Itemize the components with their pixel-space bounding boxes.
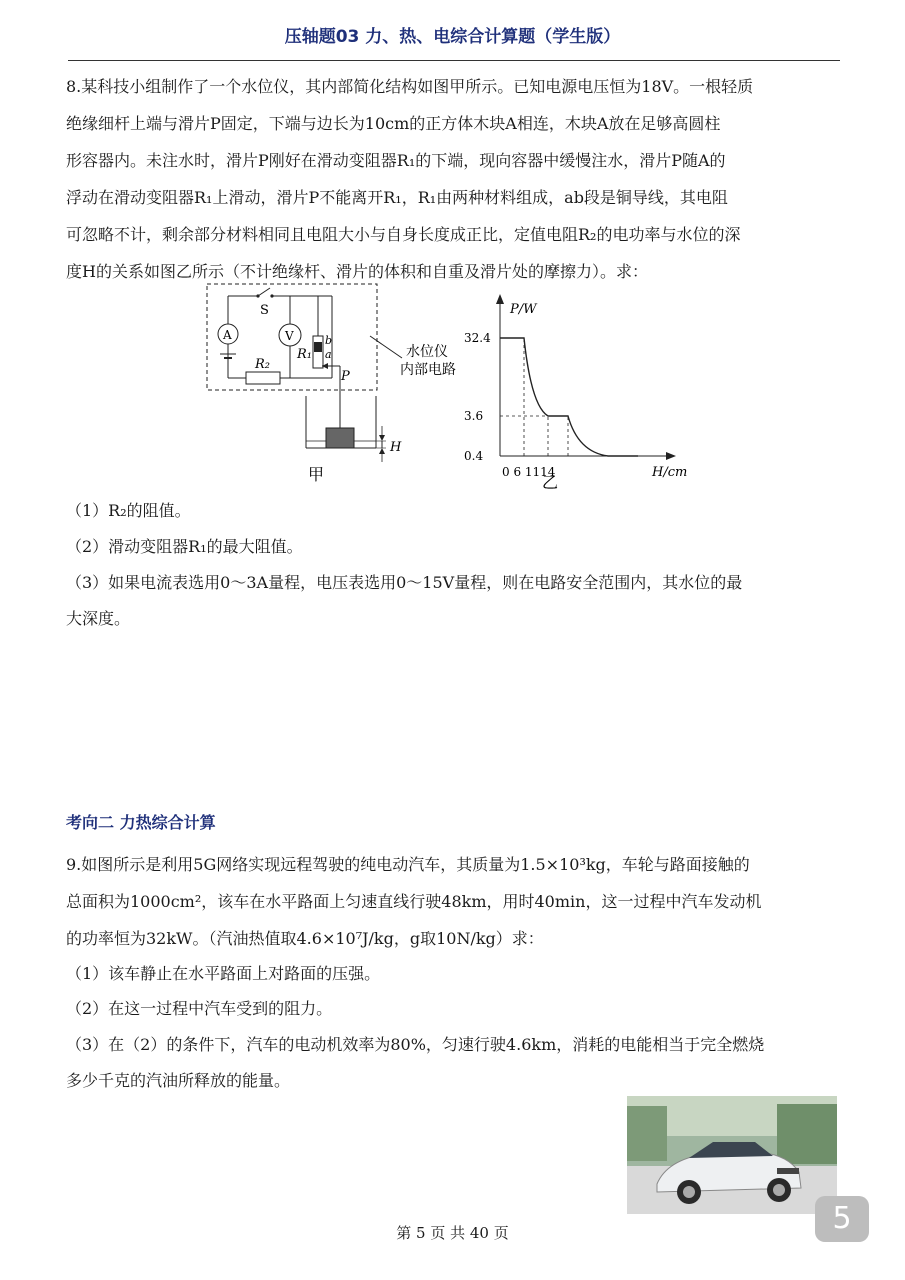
header-divider (68, 60, 840, 61)
q9-sub-2: （2）在这一过程中汽车受到的阻力。 (66, 999, 333, 1018)
ammeter-label: A (223, 328, 232, 342)
x-axis-arrow (666, 452, 676, 460)
section-title: 考向二 力热综合计算 (66, 813, 216, 832)
q8-sub-4: 大深度。 (66, 609, 131, 628)
switch-label: S (260, 303, 269, 318)
r1-b-label: b (325, 334, 333, 347)
q8-line-6: 度H的关系如图乙所示（不计绝缘杆、滑片的体积和自重及滑片处的摩擦力）。求： (66, 262, 648, 281)
q8-figure (200, 278, 720, 498)
q9-line-1: 9.如图所示是利用5G网络实现远程驾驶的纯电动汽车，其质量为1.5×10³kg，车轮与路面接触的 (66, 855, 750, 874)
wood-block-a (326, 428, 354, 448)
page-footer: 第 5 页 共 40 页 (396, 1224, 509, 1242)
q9-sub-4: 多少千克的汽油所释放的能量。 (66, 1071, 291, 1090)
switch-contact (270, 294, 273, 297)
y-tick-label: 32.4 (464, 331, 491, 345)
q9-sub-3: （3）在（2）的条件下，汽车的电动机效率为80%，匀速行驶4.6km，消耗的电能相当于完全燃烧 (66, 1035, 765, 1054)
r1-label: R₁ (297, 347, 312, 362)
h-arrow-top (379, 435, 385, 441)
switch-symbol (258, 288, 270, 296)
q9-line-3: 的功率恒为32kW。（汽油热值取4.6×10⁷J/kg，g取10N/kg）求： (66, 929, 544, 948)
callout-line1: 水位仪 (406, 344, 448, 360)
r1-copper-segment (314, 342, 322, 352)
h-label: H (390, 440, 402, 455)
page-header-title: 压轴题03 力、热、电综合计算题（学生版） (284, 27, 621, 47)
figure-yi-caption: 乙 (542, 473, 559, 492)
q9-sub-1: （1）该车静止在水平路面上对路面的压强。 (66, 964, 381, 983)
voltmeter-label: V (285, 329, 294, 343)
power-depth-chart (464, 294, 687, 492)
h-arrow-bottom (379, 448, 385, 454)
slider-label: P (341, 369, 350, 384)
q8-line-3: 形容器内。未注水时，滑片P刚好在滑动变阻器R₁的下端，现向容器中缓慢注水，滑片P随A的 (66, 151, 726, 170)
switch-contact (256, 294, 259, 297)
x-tick-labels: 0 6 1114 (502, 465, 556, 479)
q8-line-5: 可忽略不计，剩余部分材料相同且电阻大小与自身长度成正比，定值电阻R₂的电功率与水位的深 (66, 225, 741, 244)
q8-line-4: 浮动在滑动变阻器R₁上滑动，滑片P不能离开R₁，R₁由两种材料组成，ab段是铜导线，其电阻 (66, 188, 728, 207)
electric-car-photo (627, 1096, 837, 1214)
q8-sub-1: （1）R₂的阻值。 (66, 501, 191, 520)
callout-line (370, 336, 402, 358)
q8-line-2: 绝缘细杆上端与滑片P固定，下端与边长为10cm的正方体木块A相连，木块A放在足够高圆柱 (66, 114, 721, 133)
car-illustration (627, 1096, 837, 1214)
y-axis-label: P/W (510, 302, 537, 317)
y-tick-label: 0.4 (464, 449, 484, 463)
q9-line-2: 总面积为1000cm²，该车在水平路面上匀速直线行驶48km，用时40min，这一过程中汽车发动机 (66, 892, 762, 911)
x-axis-label: H/cm (652, 465, 688, 480)
y-tick-label: 3.6 (464, 409, 484, 423)
q8-figure-svg (200, 278, 720, 498)
q8-sub-3: （3）如果电流表选用0～3A量程，电压表选用0～15V量程，则在电路安全范围内，其水位的最 (66, 573, 743, 592)
figure-jia-caption: 甲 (308, 465, 325, 484)
r2-label: R₂ (255, 357, 270, 372)
page-number-badge[interactable]: 5 (815, 1196, 869, 1242)
r1-a-label: a (325, 348, 332, 361)
r2-resistor (246, 372, 280, 384)
y-axis-arrow (496, 294, 504, 304)
q8-sub-2: （2）滑动变阻器R₁的最大阻值。 (66, 537, 303, 556)
series-line-p-vs-h (500, 338, 638, 456)
callout-line2: 内部电路 (400, 362, 456, 378)
q8-line-1: 8.某科技小组制作了一个水位仪，其内部简化结构如图甲所示。已知电源电压恒为18V。一根轻质 (66, 77, 754, 96)
